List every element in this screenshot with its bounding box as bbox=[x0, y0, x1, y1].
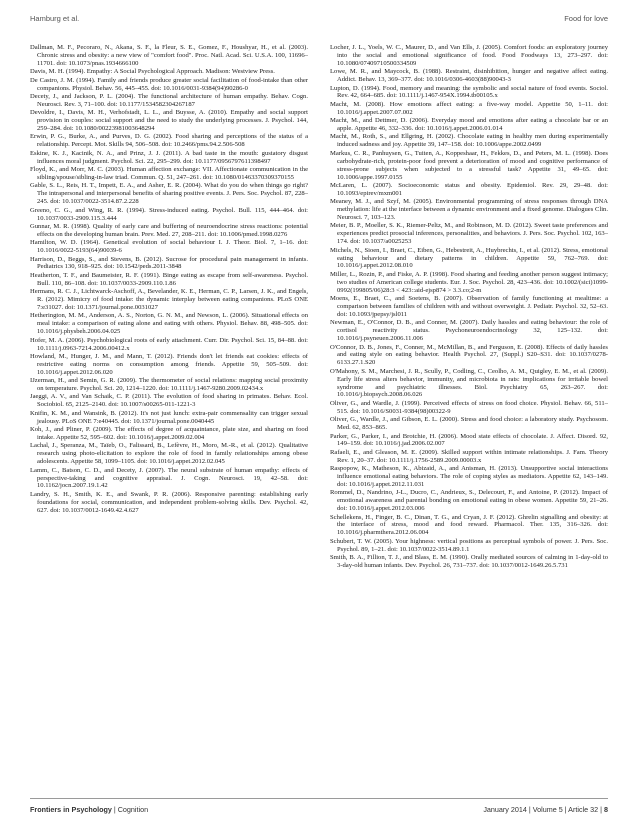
reference-entry: Lamm, C., Batson, C. D., and Decety, J. (2007). The neural substrate of human empathy: effects of perspective-taking and cognitive appraisal. J. Cogn. Neurosci. 19, 42–58. doi: 10.1162/jocn.2007.19.1.42 bbox=[30, 466, 308, 490]
reference-entry: Howland, M., Hunger, J. M., and Mann, T. (2012). Friends don't let friends eat cookies: effects of restrictive eating norms on consumption among friends. Appetite 59, 505–509. doi: 10.1016/j.appet.2012.06.020 bbox=[30, 352, 308, 376]
reference-entry: Schellekens, H., Finger, B. C., Dinan, T. G., and Cryan, J. F. (2012). Ghrelin signalling and obesity: at the interface of stress, mood and food reward. Pharmacol. Ther. 135, 316–326. doi: 10.1016/j.pharmthera.2012.06.004 bbox=[330, 513, 608, 537]
reference-entry: Eskine, K. J., Kacinik, N. A., and Prinz, J. J. (2011). A bad taste in the mouth: gustatory disgust influences moral judgment. Psychol. Sci. 22, 295–299. doi: 10.1177/0956797611398497 bbox=[30, 149, 308, 165]
reference-entry: Lowe, M. R., and Maycock, B. (1988). Restraint, disinhibition, hunger and negative affect eating. Addict. Behav. 13, 369–377. doi: 10.1016/0306-4603(88)90043-3 bbox=[330, 68, 608, 84]
reference-entry: Newman, E., O'Connor, D. B., and Conner, M. (2007). Daily hassles and eating behaviour: the role of cortisol reactivity status. Psychoneuroendocrinology 32, 125–132. doi: 10.1016/j.psyneuen.2006.11.006 bbox=[330, 319, 608, 343]
reference-entry: Hofer, M. A. (2006). Psychobiological roots of early attachment. Curr. Dir. Psychol. Sci. 15, 84–88. doi: 10.1111/j.0963-7214.2006.00412.x bbox=[30, 336, 308, 352]
reference-entry: O'Mahony, S. M., Marchesi, J. R., Scully, P., Codling, C., Ceolho, A. M., Quigley, E. M., et al. (2009). Early life stress alters behavior, immunity, and microbiota in rats: implications for irritable bowel syndrome and psychiatric illnesses. Biol. Psychiatry 65, 263–267. doi: 10.1016/j.biopsych.2008.06.026 bbox=[330, 367, 608, 399]
reference-entry: Raspopow, K., Matheson, K., Abizaid, A., and Anisman, H. (2013). Unsupportive social interactions influence emotional eating behaviors. The role of coping styles as mediators. Appetite 62, 143–149. doi: 10.1016/j.appet.2012.11.031 bbox=[330, 465, 608, 488]
reference-entry: Jaeggi, A. V., and Van Schaik, C. P. (2011). The evolution of food sharing in primates. Behav. Ecol. Sociobiol. 65, 2125–2140. doi: 10.1007/s00265-011-1221-3 bbox=[30, 393, 308, 409]
reference-entry: Hamilton, W. D. (1964). Genetical evolution of social behaviour I. J. Theor. Biol. 7, 1–16. doi: 10.1016/0022-5193(64)90039-6 bbox=[30, 239, 308, 255]
reference-entry: Koh, J., and Pliner, P. (2009). The effects of degree of acquaintance, plate size, and sharing on food intake. Appetite 52, 595–602. doi: 10.1016/j.appet.2009.02.004 bbox=[30, 426, 308, 441]
reference-entry: Lupton, D. (1994). Food, memory and meaning: the symbolic and social nature of food events. Sociol. Rev. 42, 664–685. doi: 10.1111/j.1467-954X.1994.tb00105.x bbox=[330, 84, 608, 100]
reference-entry: Macht, M., and Dettmer, D. (2006). Everyday mood and emotions after eating a chocolate bar or an apple. Appetite 46, 332–336. doi: 10.1016/j.appet.2006.01.014 bbox=[330, 117, 608, 133]
running-head bbox=[30, 14, 608, 26]
reference-entry: Gunnar, M. R. (1998). Quality of early care and buffering of neuroendocrine stress reactions: potential effects on the developing human brain. Prev. Med. 27, 208–211. doi: 10.1006/pmed.1998.0276 bbox=[30, 222, 308, 238]
reference-entry: Knifin, K. M., and Wansink, B. (2012). It's not just lunch: extra-pair commensality can trigger sexual jealousy. PLoS ONE 7:e40445. doi: 10.1371/journal.pone.0040445 bbox=[30, 409, 308, 425]
reference-entry: Decety, J., and Jackson, P. L. (2004). The functional architecture of human empathy. Behav. Cogn. Neurosci. Rev. 3, 71–100. doi: 10.1177/1534582304267187 bbox=[30, 92, 308, 108]
reference-entry: Parker, G., Parker, I., and Brotchie, H. (2006). Mood state effects of chocolate. J. Affect. Disord. 92, 149–159. doi: 10.1016/j.jad.2006.02.007 bbox=[330, 432, 608, 448]
reference-entry: Moens, E., Braet, C., and Soetens, B. (2007). Observation of family functioning at mealtime: a comparison between families of children with and without overweight. J. Pediatr. Psychol. 32, 52–63. doi: 10.1093/jpepsy/jsl011 bbox=[330, 295, 608, 318]
running-head-title: Food for love bbox=[564, 14, 608, 23]
footer-divider bbox=[30, 798, 608, 799]
reference-entry: Oliver, G., Wardle, J., and Gibson, E. L. (2000). Stress and food choice: a laboratory study. Psychosom. Med. 62, 853–865. bbox=[330, 416, 608, 432]
reference-entry: De Castro, J. M. (1994). Family and friends produce greater social facilitation of food-intake than other companions. Physiol. Behav. 56, 445–455. doi: 10.1016/0031-9384(94)90286-0 bbox=[30, 76, 308, 92]
reference-entry: Locher, J. L., Yoels, W. C., Maurer, D., and Van Ells, J. (2005). Comfort foods: an exploratory journey into the social and emotional significance of food. Food Foodways 13, 273–297. doi: 10.1080/07409710500334509 bbox=[330, 44, 608, 67]
reference-entry: Heatherton, T. F., and Baumeister, R. F. (1991). Binge eating as escape from self-awareness. Psychol. Bull. 110, 86–108. doi: 10.1037/0033-2909.110.1.86 bbox=[30, 271, 308, 287]
reference-entry: Harrison, D., Beggs, S., and Stevens, B. (2012). Sucrose for procedural pain management in infants. Pediatrics 130, 918–925. doi: 10.1542/peds.2011-3848 bbox=[30, 255, 308, 271]
reference-entry: Hetherington, M. M., Anderson, A. S., Norton, G. N. M., and Newson, L. (2006). Situational effects on meal intake: a comparison of eating alone and eating with others. Physiol. Behav. 88, 498–505. doi: 10.1016/j.physbeh.2006.04.025 bbox=[30, 312, 308, 336]
reference-entry: IJzerman, H., and Semin, G. R. (2009). The thermometer of social relations: mapping social proximity on temperature. Psychol. Sci. 20, 1214–1220. doi: 10.1111/j.1467-9280.2009.02434.x bbox=[30, 377, 308, 393]
reference-entry: Schubert, T. W. (2005). Your highness: vertical positions as perceptual symbols of power. J. Pers. Soc. Psychol. 89, 1–21. doi: 10.1037/0022-3514.89.1.1 bbox=[330, 537, 608, 553]
reference-entry: Oliver, G., and Wardle, J. (1999). Perceived effects of stress on food choice. Physiol. Behav. 66, 511–515. doi: 10.1016/S0031-9384(98)00322-9 bbox=[330, 399, 608, 415]
page-footer bbox=[30, 805, 608, 817]
reference-entry: Gable, S. L., Reis, H. T., Impett, E. A., and Asher, E. R. (2004). What do you do when things go right? The intrapersonal and interpersonal benefits of sharing positive events. J. Pers. Soc. Psychol. 87, 228–245. doi: 10.1037/0022-3514.87.2.228 bbox=[30, 182, 308, 206]
reference-entry: Rafaeli, E., and Gleason, M. E. (2009). Skilled support within intimate relationships. J. Fam. Theory Rev. 1, 20–37. doi: 10.1111/j.1756-2589.2009.00003.x bbox=[330, 448, 608, 464]
reference-entry: Landry, S. H., Smith, K. E., and Swank, P. R. (2006). Responsive parenting: establishing early foundations for social, communication, and independent problem-solving skills. Dev. Psychol. 42, 627. doi: 10.1037/0012-1649.42.4.627 bbox=[30, 490, 308, 514]
reference-entry: McLaren, L. (2007). Socioeconomic status and obesity. Epidemiol. Rev. 29, 29–48. doi: 10.1093/epirev/mxm001 bbox=[330, 181, 608, 197]
reference-entry: Dallman, M. F., Pecoraro, N., Akana, S. F., la Fleur, S. E., Gomez, F., Houshyar, H., et al. (2003). Chronic stress and obesity: a new view of "comfort food". Proc. Natl. Acad. Sci. U.S.A. 100, 11696–11701. doi: 10.1073/pnas.1934666100 bbox=[30, 44, 308, 67]
reference-entry: Smith, B. A., Fillion, T. J., and Blass, E. M. (1990). Orally mediated sources of calming in 1-day-old to 3-day-old human infants. Dev. Psychol. 26, 731–737. doi: 10.1037/0012-1649.26.5.731 bbox=[330, 554, 608, 569]
reference-list bbox=[30, 44, 608, 790]
reference-entry: Floyd, K., and Morr, M. C. (2003). Human affection exchange: VII. Affectionate communication in the sibling/spouse/sibling-in-law triad. Commun. Q. 51, 247–261. doi: 10.1080/01463370309370155 bbox=[30, 166, 308, 181]
reference-entry: Markus, C. R., Panhuysen, G., Tuiten, A., Koppeshaar, H., Fekkes, D., and Peters, M. L. (1998). Does carbohydrate-rich, protein-poor food prevent a deterioration of mood and cognitive performance of stress-prone subjects when subjected to a stressful task? Appetite 31, 49–65. doi: 10.1006/appe.1997.0155 bbox=[330, 149, 608, 181]
reference-entry: Hermans, R. C. J., Lichtwarck-Aschoff, A., Bevelander, K. E., Herman, C. P., Larsen, J. K., and Engels, R. (2012). Mimicry of food intake: the dynamic interplay between eating companions. PLoS ONE 7:e31027. doi: 10.1371/journal.pone.0031027 bbox=[30, 288, 308, 311]
reference-column-right bbox=[330, 44, 608, 790]
reference-entry: Michels, N., Sioen, I., Braet, C., Eiben, G., Hebestreit, A., Huybrechts, I., et al. (2012). Stress, emotional eating behaviour and dietary patterns in children. Appetite 59, 762–769. doi: 10.1016/j.appet.2012.08.010 bbox=[330, 246, 608, 270]
reference-entry: Davis, M. H. (1994). Empathy: A Social Psychological Approach. Madison: Westview Press. bbox=[30, 68, 275, 76]
reference-column-left bbox=[30, 44, 308, 790]
reference-entry: Meier, B. P., Moeller, S. K., Riemer-Peltz, M., and Robinson, M. D. (2012). Sweet taste preferences and experiences predict prosocial inferences, personalities, and behaviors. J. Pers. Soc. Psychol. 102, 163–174. doi: 10.1037/a0025253 bbox=[330, 222, 608, 246]
running-head-authors: Hamburg et al. bbox=[30, 14, 80, 23]
reference-entry: Macht, M., Roth, S., and Ellgring, H. (2002). Chocolate eating in healthy men during experimentally induced sadness and joy. Appetite 39, 147–158. doi: 10.1006/appe.2002.0499 bbox=[330, 133, 608, 149]
reference-entry: Macht, M. (2008). How emotions affect eating: a five-way model. Appetite 50, 1–11. doi: 10.1016/j.appet.2007.07.002 bbox=[330, 100, 608, 116]
reference-entry: Greeno, C. G., and Wing, R. R. (1994). Stress-induced eating. Psychol. Bull. 115, 444–464. doi: 10.1037/0033-2909.115.3.444 bbox=[30, 206, 308, 222]
page-number: 8 bbox=[604, 805, 608, 814]
reference-entry: Erwin, P. G., Burke, A., and Purves, D. G. (2002). Food sharing and perceptions of the status of a relationship. Percept. Mot. Skills 94, 506–508. doi: 10.2466/pms.94.2.506-508 bbox=[30, 133, 308, 149]
reference-entry: Miller, L., Rozin, P., and Fiske, A. P. (1998). Food sharing and feeding another person suggest intimacy; two studies of American college students. Eur. J. Soc. Psychol. 28, 423–436. doi: 10.1002/(sici)1099-0992(199805/06)28:3 < 423::aid-ejsp874 > 3.3.co;2-m bbox=[330, 270, 608, 294]
reference-entry: O'Connor, D. B., Jones, F., Conner, M., McMillan, B., and Ferguson, E. (2008). Effects of daily hassles and eating style on eating behavior. Health Psychol. 27, (Suppl.) S20–S31. doi: 10.1037/0278-6133.27.1.S20 bbox=[330, 343, 608, 367]
footer-journal: Frontiers in Psychology bbox=[30, 805, 112, 814]
footer-section: | Cognition bbox=[111, 805, 149, 814]
reference-entry: Meaney, M. J., and Szyf, M. (2005). Environmental programming of stress responses through DNA methylation: life at the interface between a dynamic environment and a fixed genome. Dialogues Clin. Neurosci. 7, 103–123. bbox=[330, 198, 608, 222]
reference-entry: Rommel, D., Nandrino, J-L., Ducro, C., Andrieux, S., Delecourt, F., and Antoine, P. (2012). Impact of emotional awareness and parental bonding on emotional eating in obese women. Appetite 59, 21–26. doi: 10.1016/j.appet.2012.03.006 bbox=[330, 489, 608, 513]
footer-issue: January 2014 | Volume 5 | Article 32 | bbox=[483, 805, 604, 814]
reference-entry: Lachal, J., Speranza, M., Taïeb, O., Falissard, B., Lefèvre, H., Moro, M.-R., et al. (2012). Qualitative research using photo-elicitation to explore the role of food in family relationships among obese adolescents. Appetite 58, 1099–1105. doi: 10.1016/j.appet.2012.02.045 bbox=[30, 442, 308, 466]
reference-entry: Devoldre, I., Davis, M. H., Verhofstadt, L. L., and Buysse, A. (2010). Empathy and social support provision in couples: social support and the need to study the underlying processes. J. Psychol. 144, 259–284. doi: 10.1080/00223981003648294 bbox=[30, 109, 308, 133]
